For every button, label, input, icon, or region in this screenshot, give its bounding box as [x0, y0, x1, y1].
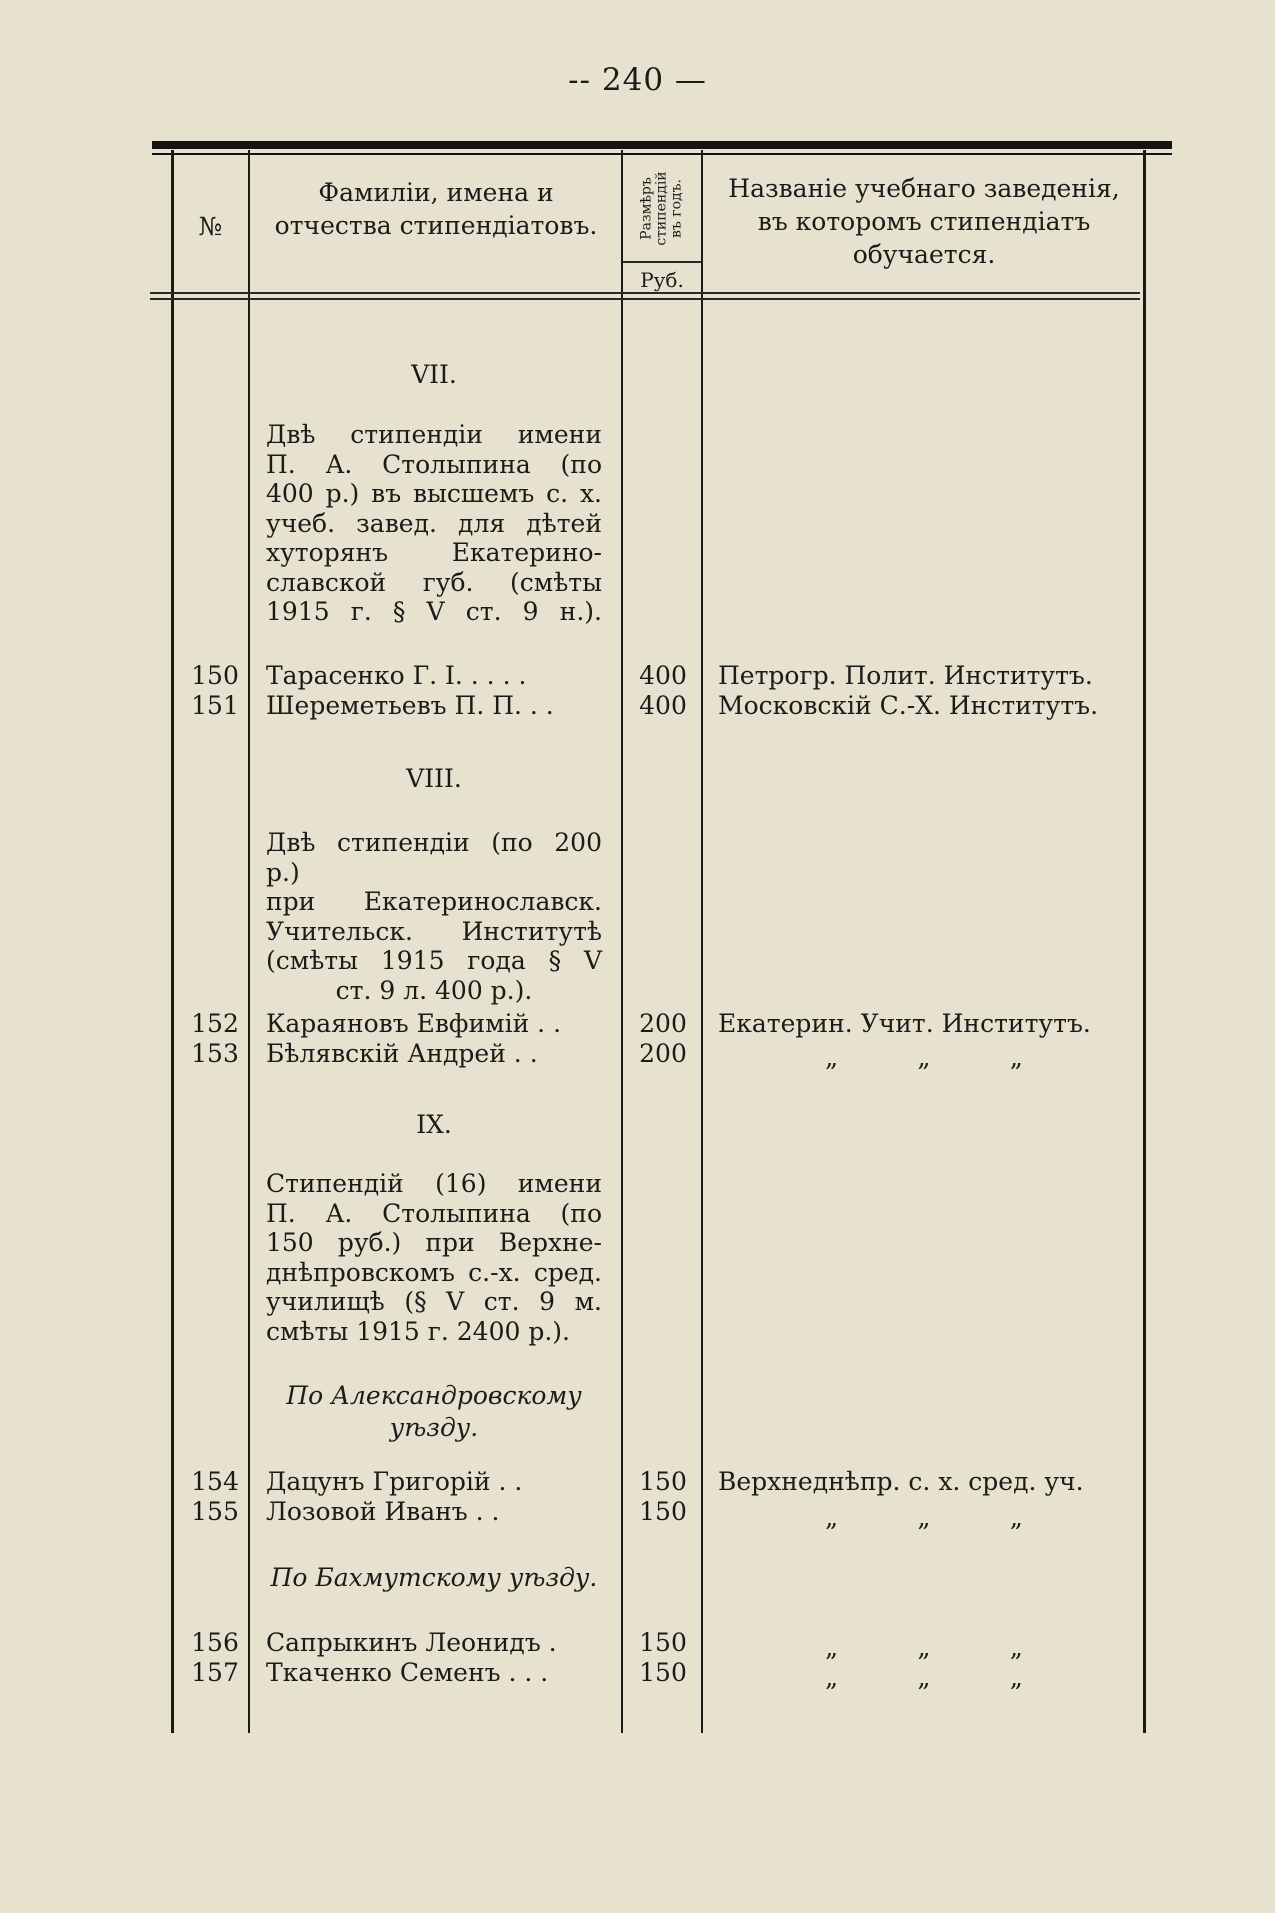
row-institution: Московскій С.-Х. Институтъ. — [718, 691, 1099, 720]
row-name: Тарасенко Г. І. . . . . — [266, 661, 527, 690]
row-number: 151 — [191, 691, 239, 720]
col-divider-left — [171, 150, 174, 1733]
row-amount: 150 — [639, 1658, 687, 1687]
desc-line: П. А. Столыпина (по — [266, 1198, 602, 1228]
desc-line: училищѣ (§ V ст. 9 м. — [266, 1287, 602, 1316]
desc-line: 400 р.) въ высшемъ с. х. — [266, 479, 602, 508]
desc-line: Двѣ стипендіи (по 200 р.) — [266, 828, 602, 887]
section-roman: VII. — [411, 360, 457, 389]
row-amount: 150 — [639, 1628, 687, 1657]
col-divider-3 — [701, 150, 703, 1733]
row-number: 154 — [191, 1467, 239, 1496]
row-amount: 200 — [639, 1009, 687, 1038]
row-institution: Петрогр. Полит. Институтъ. — [718, 661, 1093, 690]
row-amount: 400 — [639, 691, 687, 720]
row-institution: „ „ „ — [825, 1043, 1023, 1072]
row-institution: Верхнеднѣпр. с. х. сред. уч. — [718, 1467, 1084, 1496]
header-no: № — [198, 212, 223, 241]
desc-line: Двѣ стипендіи имени — [266, 420, 602, 449]
header-institution: Названіе учебнаго заведенія, въ которомъ стипендіатъ обучается. — [728, 174, 1120, 269]
desc-line: при Екатеринославск. — [266, 887, 602, 916]
district-heading: По Александровскому уѣзду. — [286, 1381, 582, 1442]
row-name: Шереметьевъ П. П. . . — [266, 691, 554, 720]
desc-line: 1915 г. § V ст. 9 н.). — [266, 597, 602, 626]
row-number: 155 — [191, 1497, 239, 1526]
desc-line: учеб. завед. для дѣтей — [266, 508, 602, 538]
district-heading: По Бахмутскому уѣзду. — [270, 1563, 598, 1592]
row-number: 156 — [191, 1628, 239, 1657]
header-size-unit: Руб. — [640, 268, 684, 292]
col-divider-right — [1143, 150, 1146, 1733]
section-description — [266, 420, 602, 627]
row-number: 150 — [191, 661, 239, 690]
row-name: Бѣлявскій Андрей . . — [266, 1039, 538, 1068]
col-divider-2 — [621, 150, 623, 1733]
header-name: Фамиліи, имена и отчества стипендіатовъ. — [274, 178, 598, 240]
row-number: 153 — [191, 1039, 239, 1068]
section-roman: VIII. — [406, 764, 462, 793]
desc-line: днѣпровскомъ с.-х. сред. — [266, 1257, 602, 1287]
row-amount: 200 — [639, 1039, 687, 1068]
desc-line: Учительск. Институтѣ — [266, 916, 602, 946]
row-amount: 150 — [639, 1497, 687, 1526]
section-description — [266, 828, 602, 1005]
header-bottom-rule-1 — [150, 292, 1140, 294]
desc-line: 150 руб.) при Верхне- — [266, 1228, 602, 1257]
row-amount: 400 — [639, 661, 687, 690]
desc-line: ст. 9 л. 400 р.). — [335, 975, 533, 1005]
top-rule-thick — [152, 141, 1172, 149]
row-amount: 150 — [639, 1467, 687, 1496]
row-name: Лозовой Иванъ . . — [266, 1497, 500, 1526]
desc-line: славской губ. (смѣты — [266, 567, 602, 597]
row-name: Сапрыкинъ Леонидъ . — [266, 1628, 557, 1657]
desc-line: смѣты 1915 г. 2400 р.). — [266, 1316, 570, 1346]
row-institution: „ „ „ — [825, 1663, 1023, 1692]
row-number: 152 — [191, 1009, 239, 1038]
row-institution: „ „ „ — [825, 1633, 1023, 1662]
row-name: Дацунъ Григорій . . — [266, 1467, 523, 1496]
header-size — [623, 154, 701, 262]
header-bottom-rule-2 — [150, 298, 1140, 300]
row-name: Караяновъ Евфимій . . — [266, 1009, 562, 1038]
row-institution: Екатерин. Учит. Институтъ. — [718, 1009, 1091, 1038]
section-roman: IX. — [416, 1110, 452, 1139]
row-name: Ткаченко Семенъ . . . — [266, 1658, 549, 1687]
desc-line: хуторянъ Екатерино- — [266, 538, 602, 567]
row-number: 157 — [191, 1658, 239, 1687]
desc-line: П. А. Столыпина (по — [266, 449, 602, 479]
desc-line: (смѣты 1915 года § V — [266, 946, 602, 975]
header-size-label: Размѣръ стипендій въ годъ. — [638, 170, 685, 246]
desc-line: Стипендій (16) имени — [266, 1169, 602, 1198]
row-institution: „ „ „ — [825, 1503, 1023, 1532]
page-number: -- 240 — — [568, 62, 707, 98]
section-description — [266, 1169, 602, 1346]
